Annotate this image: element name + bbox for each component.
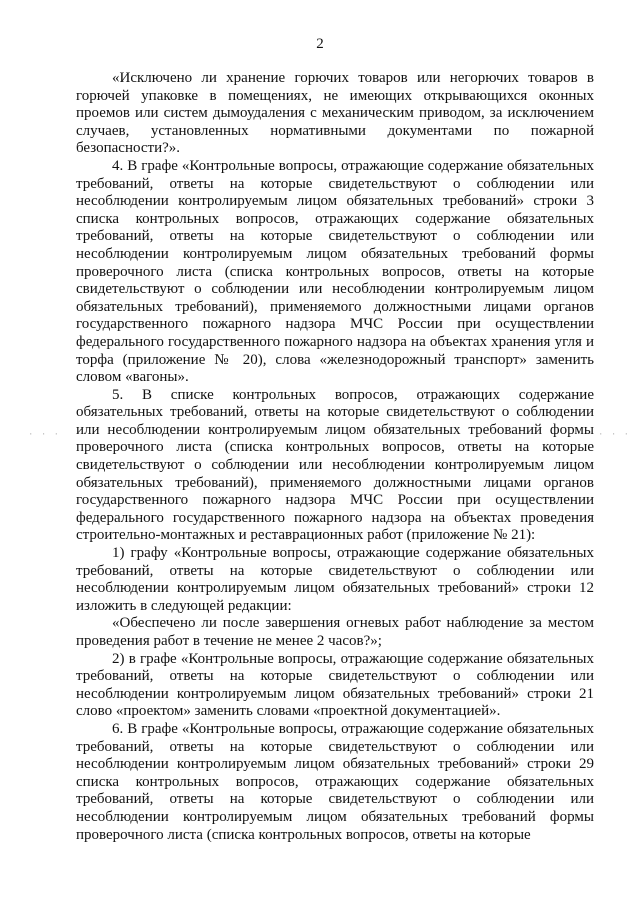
page-number: 2 <box>316 36 324 52</box>
scan-artifact-left: · · · <box>28 430 61 440</box>
paragraph-subitem-1: 1) графу «Контрольные вопросы, отражающие содержание обязательных требований, ответы на которые свидетельствуют о соблюдении или несоблюдении контролируемым лицом обязательных требований» строки 12 изложить в следующей редакции: <box>76 545 594 614</box>
paragraph-quote-fire-watch: «Обеспечено ли после завершения огневых работ наблюдение за местом проведения работ в течение не менее 2 часов?»; <box>76 615 594 649</box>
paragraph-item-4: 4. В графе «Контрольные вопросы, отражающие содержание обязательных требований, ответы на которые свидетельствуют о соблюдении или несоблюдении контролируемым лицом обязательных требований» строки 3 списка контрольных вопросов, отражающих содержание обязательных требований, ответы на которые свидетельствуют о соблюдении или несоблюдении контролируемым лицом обязательных требований формы проверочного листа (списка контрольных вопросов, ответы на которые свидетельствуют о соблюдении или несоблюдении контролируемым лицом обязательных требований), применяемого должностными лицами органов государственного пожарного надзора МЧС России при осуществлении федерального государственного пожарного надзора на объектах хранения угля и торфа (приложение № 20), слова «железнодорожный транспорт» заменить словом «вагоны». <box>76 157 594 386</box>
paragraph-item-6: 6. В графе «Контрольные вопросы, отражающие содержание обязательных требований, ответы на которые свидетельствуют о соблюдении или несоблюдении контролируемым лицом обязательных требований» строки 29 списка контрольных вопросов, отражающих содержание обязательных требований, ответы на которые свидетельствуют о соблюдении или несоблюдении контролируемым лицом обязательных требований формы проверочного листа (списка контрольных вопросов, ответы на которые <box>76 720 594 843</box>
paragraph-item-5: 5. В списке контрольных вопросов, отражающих содержание обязательных требований, ответы на которые свидетельствуют о соблюдении или несоблюдении контролируемым лицом обязательных требований формы проверочного листа (списка контрольных вопросов, ответы на которые свидетельствуют о соблюдении или несоблюдении контролируемым лицом обязательных требований), применяемого должностными лицами органов государственного пожарного надзора МЧС России при осуществлении федерального государственного пожарного надзора на объектах проведения строительно-монтажных и реставрационных работ (приложение № 21): <box>76 386 594 544</box>
document-body <box>76 70 594 844</box>
scan-artifact-right: · · · <box>598 430 631 440</box>
paragraph-subitem-2: 2) в графе «Контрольные вопросы, отражающие содержание обязательных требований, ответы на которые свидетельствуют о соблюдении или несоблюдении контролируемым лицом обязательных требований» строки 21 слово «проектом» заменить словами «проектной документацией». <box>76 650 594 720</box>
paragraph-quote-storage: «Исключено ли хранение горючих товаров или негорючих товаров в горючей упаковке в помещениях, не имеющих открывающихся оконных проемов или систем дымоудаления с механическим приводом, за исключением случаев, установленных нормативными документами по пожарной безопасности?». <box>76 70 594 157</box>
